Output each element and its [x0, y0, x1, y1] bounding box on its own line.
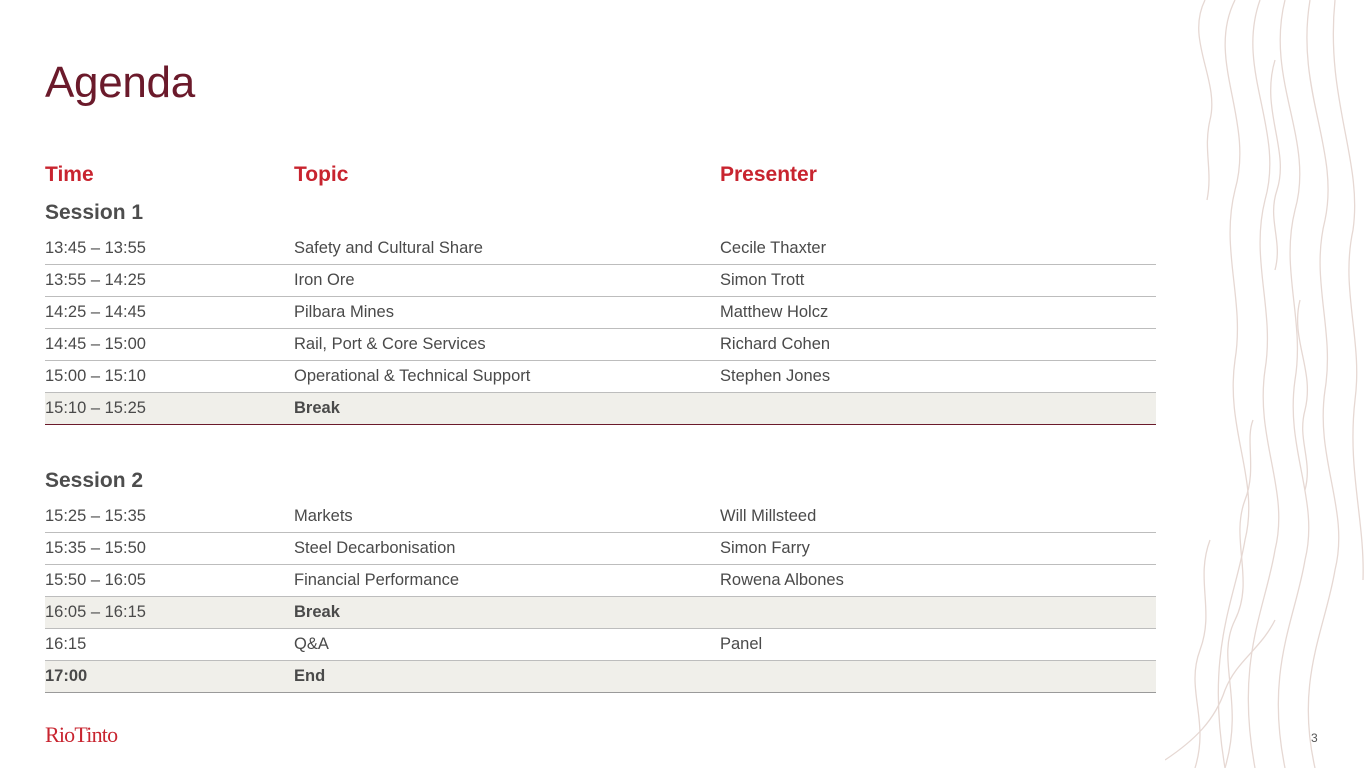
table-row [45, 533, 1156, 565]
table-header [45, 160, 1156, 190]
table-row-end [45, 661, 1156, 693]
page-number: 3 [1311, 731, 1318, 745]
row-topic: Safety and Cultural Share [294, 238, 483, 257]
row-topic: Markets [294, 506, 353, 525]
agenda-table [45, 160, 1156, 693]
row-time: 15:25 – 15:35 [45, 506, 146, 525]
row-topic: Rail, Port & Core Services [294, 335, 486, 353]
row-presenter: Simon Farry [720, 539, 810, 557]
table-row [45, 329, 1156, 361]
header-topic: Topic [294, 163, 349, 186]
row-presenter: Matthew Holcz [720, 303, 829, 321]
table-row-break [45, 597, 1156, 629]
row-time: 13:55 – 14:25 [45, 271, 146, 289]
row-presenter: Stephen Jones [720, 367, 831, 385]
row-topic: Break [294, 603, 340, 621]
table-row [45, 265, 1156, 297]
row-topic: End [294, 667, 326, 685]
row-presenter: Richard Cohen [720, 335, 831, 353]
row-presenter: Simon Trott [720, 271, 805, 289]
table-row [45, 232, 1156, 265]
table-row [45, 361, 1156, 393]
row-topic: Break [294, 399, 340, 417]
row-topic: Steel Decarbonisation [294, 539, 456, 557]
row-time: 16:05 – 16:15 [45, 603, 146, 621]
row-topic: Q&A [294, 635, 329, 653]
page-title: Agenda [45, 58, 195, 107]
row-time: 15:50 – 16:05 [45, 571, 146, 589]
row-time: 15:00 – 15:10 [45, 367, 146, 385]
row-topic: Operational & Technical Support [294, 367, 531, 385]
session-label: Session 1 [45, 201, 144, 224]
row-time: 16:15 [45, 635, 87, 653]
table-row [45, 297, 1156, 329]
session-spacer [45, 425, 1156, 458]
row-time: 14:45 – 15:00 [45, 335, 146, 353]
row-time: 13:45 – 13:55 [45, 238, 146, 257]
row-topic: Financial Performance [294, 571, 460, 589]
row-presenter: Cecile Thaxter [720, 238, 827, 257]
row-time: 15:35 – 15:50 [45, 539, 146, 557]
table-row [45, 500, 1156, 533]
row-topic: Iron Ore [294, 271, 355, 289]
table-row [45, 565, 1156, 597]
row-presenter: Panel [720, 635, 763, 653]
row-presenter: Will Millsteed [720, 506, 817, 525]
row-presenter: Rowena Albones [720, 571, 844, 589]
table-row-break [45, 393, 1156, 425]
table-row [45, 629, 1156, 661]
rio-tinto-logo: RioTinto [45, 722, 118, 747]
session-label: Session 2 [45, 469, 144, 492]
row-time: 15:10 – 15:25 [45, 399, 146, 417]
header-presenter: Presenter [720, 163, 817, 186]
header-time: Time [45, 163, 94, 186]
row-time: 17:00 [45, 667, 88, 685]
contour-lines-decoration [1165, 0, 1365, 768]
row-time: 14:25 – 14:45 [45, 303, 146, 321]
row-topic: Pilbara Mines [294, 303, 394, 321]
